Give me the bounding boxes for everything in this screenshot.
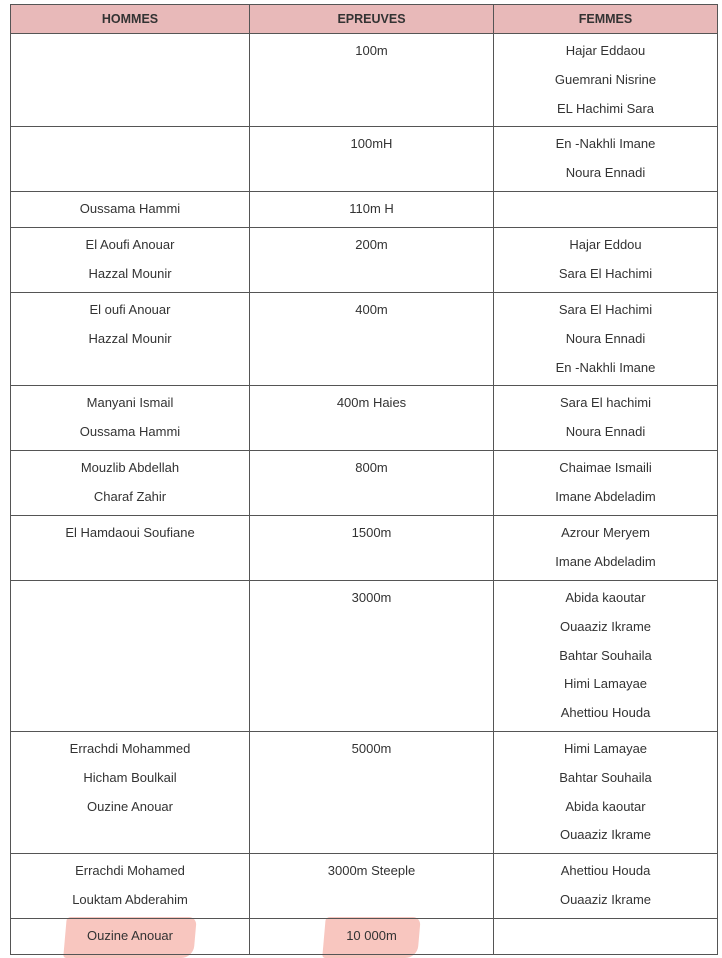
women-cell: [494, 854, 718, 919]
results-table: [10, 4, 718, 955]
event-cell: [250, 516, 494, 581]
event-cell: [250, 293, 494, 386]
event-cell: [250, 451, 494, 516]
header-epreuves: EPREUVES: [250, 5, 494, 34]
women-cell: [494, 293, 718, 386]
athlete-name: Noura Ennadi: [565, 164, 646, 180]
event-cell: [250, 854, 494, 919]
men-cell: [11, 854, 250, 919]
athlete-name: El Hamdaoui Soufiane: [65, 525, 195, 540]
event-cell: [250, 34, 494, 127]
event-name: 110m H: [349, 201, 394, 216]
event-name: 800m: [355, 460, 388, 475]
table-row: [11, 386, 718, 451]
event-cell: [250, 919, 494, 955]
event-name: 1500m: [351, 525, 392, 540]
athlete-name: En -Nakhli Imane: [555, 359, 656, 375]
athlete-name: Mouzlib Abdellah: [80, 460, 180, 475]
athlete-name: Noura Ennadi: [565, 330, 646, 346]
athlete-name: Charaf Zahir: [93, 488, 167, 504]
athlete-name: Oussama Hammi: [79, 201, 181, 216]
results-body: [11, 34, 718, 955]
athlete-name: Errachdi Mohamed: [75, 863, 185, 878]
women-cell: [494, 451, 718, 516]
athlete-name: Chaimae Ismaili: [559, 460, 652, 475]
athlete-name: [15, 922, 245, 951]
men-cell: [11, 451, 250, 516]
athlete-name: Hicham Boulkail: [83, 769, 177, 785]
event-name: 3000m Steeple: [327, 863, 416, 878]
event-cell: [250, 581, 494, 732]
athlete-name: Bahtar Souhaila: [559, 647, 652, 663]
event-cell: [250, 732, 494, 854]
athlete-name: Ouaaziz Ikrame: [559, 618, 652, 634]
athlete-name: Ouaaziz Ikrame: [559, 827, 652, 843]
women-cell: [494, 34, 718, 127]
table-row: [11, 34, 718, 127]
athlete-name: Hajar Eddou: [569, 237, 642, 252]
event-name: 5000m: [351, 741, 392, 756]
table-row: [11, 228, 718, 293]
athlete-name: Oussama Hammi: [79, 423, 181, 439]
men-cell: [11, 34, 250, 127]
table-row: [11, 293, 718, 386]
athlete-name: Ouaaziz Ikrame: [559, 891, 652, 907]
event-name: [254, 922, 489, 951]
athlete-name: Imane Abdeladim: [555, 488, 656, 504]
athlete-name: Manyani Ismail: [86, 395, 174, 410]
athlete-name: Abida kaoutar: [565, 798, 646, 814]
women-cell: [494, 228, 718, 293]
athlete-name: Sara El Hachimi: [558, 302, 653, 317]
event-name: 400m Haies: [336, 395, 407, 410]
header-femmes: FEMMES: [494, 5, 718, 34]
women-cell: [494, 192, 718, 228]
athlete-name: Hajar Eddaou: [565, 43, 646, 58]
women-cell: [494, 732, 718, 854]
event-name: 400m: [355, 302, 388, 317]
men-cell: [11, 581, 250, 732]
header-hommes: HOMMES: [11, 5, 250, 34]
men-cell: [11, 192, 250, 228]
table-row: [11, 192, 718, 228]
event-name: 100m: [355, 43, 388, 58]
athlete-name: Himi Lamayae: [563, 741, 648, 756]
table-row: [11, 854, 718, 919]
athlete-name: Ahettiou Houda: [560, 705, 651, 721]
event-cell: [250, 192, 494, 228]
event-cell: [250, 386, 494, 451]
women-cell: [494, 919, 718, 955]
event-name: 3000m: [351, 590, 392, 605]
athlete-name: Hazzal Mounir: [88, 265, 172, 281]
athlete-name: Himi Lamayae: [563, 676, 648, 692]
athlete-name: Errachdi Mohammed: [69, 741, 191, 756]
men-cell: [11, 919, 250, 955]
athlete-name: Hazzal Mounir: [88, 330, 172, 346]
men-cell: [11, 386, 250, 451]
athlete-name: Imane Abdeladim: [555, 553, 656, 569]
women-cell: [494, 127, 718, 192]
header-row: [11, 5, 718, 34]
athlete-name: El Aoufi Anouar: [85, 237, 175, 252]
athlete-name: Bahtar Souhaila: [559, 769, 652, 785]
athlete-name: Ahettiou Houda: [560, 863, 651, 878]
event-name: 100mH: [350, 136, 393, 151]
event-cell: [250, 127, 494, 192]
highlight-mark: 10 000m: [324, 922, 419, 951]
athlete-name: Guemrani Nisrine: [554, 71, 657, 87]
athlete-name: Azrour Meryem: [561, 525, 650, 540]
athlete-name: Sara El hachimi: [559, 395, 652, 410]
women-cell: [494, 516, 718, 581]
athlete-name: Sara El Hachimi: [558, 265, 653, 281]
athlete-name: Noura Ennadi: [565, 423, 646, 439]
table-row: [11, 516, 718, 581]
athlete-name: EL Hachimi Sara: [556, 100, 655, 116]
event-cell: [250, 228, 494, 293]
men-cell: [11, 293, 250, 386]
athlete-name: En -Nakhli Imane: [555, 136, 656, 151]
athlete-name: Louktam Abderahim: [72, 891, 188, 907]
event-name: 200m: [355, 237, 388, 252]
men-cell: [11, 127, 250, 192]
men-cell: [11, 516, 250, 581]
athlete-name: El oufi Anouar: [89, 302, 171, 317]
athlete-name: Abida kaoutar: [565, 590, 646, 605]
table-row: [11, 919, 718, 955]
women-cell: [494, 386, 718, 451]
table-row: [11, 581, 718, 732]
athlete-name: Ouzine Anouar: [86, 798, 173, 814]
women-cell: [494, 581, 718, 732]
highlight-mark: Ouzine Anouar: [65, 922, 195, 951]
table-row: [11, 732, 718, 854]
table-row: [11, 127, 718, 192]
men-cell: [11, 732, 250, 854]
table-row: [11, 451, 718, 516]
men-cell: [11, 228, 250, 293]
